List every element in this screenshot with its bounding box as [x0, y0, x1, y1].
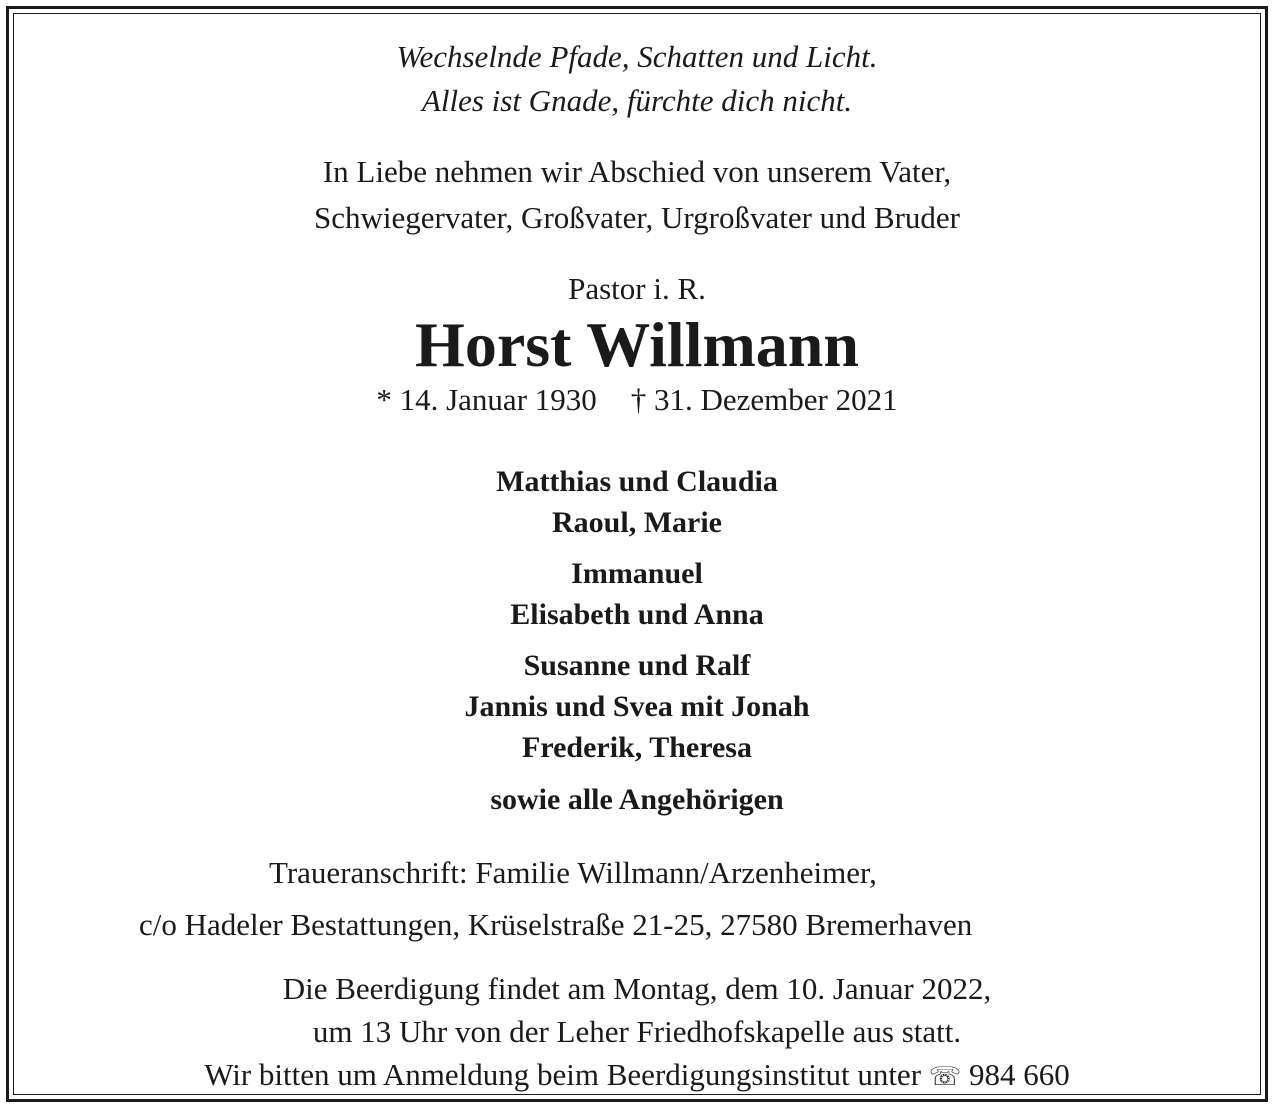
phone-icon: ☏ [928, 1062, 962, 1092]
family-group-3 [9, 645, 1265, 768]
address-line-2: c/o Hadeler Bestattungen, Krüselstraße 21-25, 27580 Bremerhaven [139, 907, 973, 942]
intro-line-1: In Liebe nehmen wir Abschied von unserem Vater, [322, 154, 952, 189]
intro-line-2: Schwiegervater, Großvater, Urgroßvater und Bruder [314, 200, 960, 235]
family-line: Frederik, Theresa [522, 731, 752, 764]
funeral-line-2: um 13 Uhr von der Leher Friedhofskapelle aus statt. [312, 1014, 962, 1049]
registration-text: Wir bitten um Anmeldung beim Beerdigungsinstitut unter [204, 1057, 922, 1092]
life-dates [9, 377, 1265, 423]
address-line-1: Traueranschrift: Familie Willmann/Arzenheimer, [269, 855, 877, 890]
family-line: Raoul, Marie [552, 506, 722, 539]
verse-line-1: Wechselnde Pfade, Schatten und Licht. [396, 39, 878, 74]
phone-number: 984 660 [969, 1057, 1070, 1092]
verse-line-2: Alles ist Gnade, fürchte dich nicht. [421, 83, 853, 118]
funeral-line-1: Die Beerdigung findet am Montag, dem 10. Januar 2022, [282, 971, 992, 1006]
family-line: Matthias und Claudia [496, 465, 778, 498]
deceased-title: Pastor i. R. [568, 271, 706, 306]
deceased-name: Horst Willmann [415, 309, 859, 380]
family-line: Jannis und Svea mit Jonah [464, 690, 810, 723]
funeral-details [9, 967, 1265, 1099]
death-date: † 31. Dezember 2021 [630, 382, 898, 417]
farewell-intro [9, 149, 1265, 241]
other-relatives: sowie alle Angehörigen [490, 783, 784, 816]
family-group-2 [9, 553, 1265, 635]
family-line: Susanne und Ralf [523, 649, 751, 682]
opening-verse [9, 35, 1265, 123]
funeral-line-3 [9, 1053, 1265, 1099]
family-line: Immanuel [571, 557, 703, 590]
birth-date: * 14. Januar 1930 [376, 382, 597, 417]
obituary-notice [6, 6, 1268, 1102]
family-group-1 [9, 461, 1265, 543]
family-line: Elisabeth und Anna [510, 598, 764, 631]
